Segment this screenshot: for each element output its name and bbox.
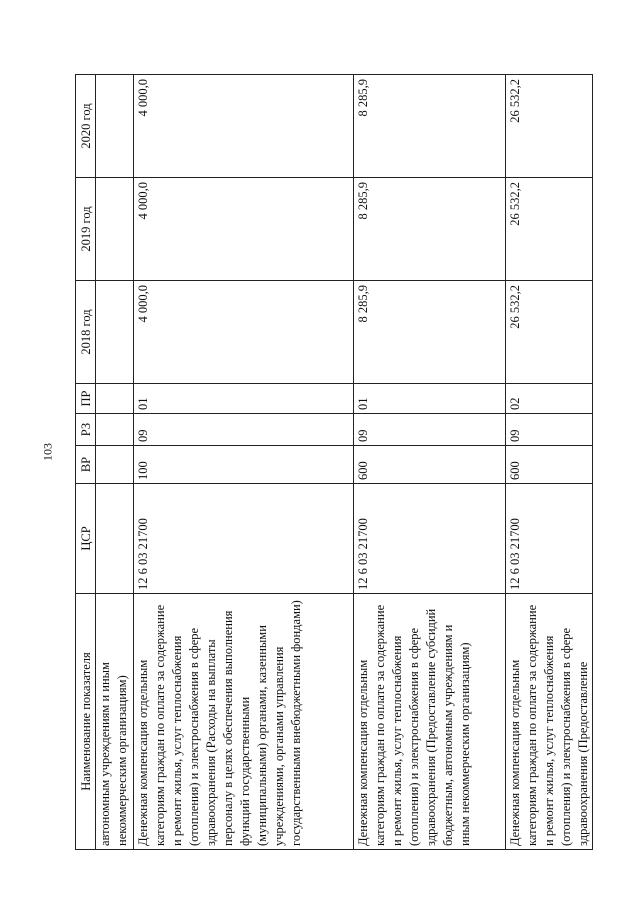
header-vr: ВР [76,446,96,484]
cell-rz: 09 [134,414,354,446]
table-row [134,75,354,850]
header-name: Наименование показателя [76,594,96,850]
cell-name: Денежная компенсация отдельным категориям граждан по оплате за содержание и ремонт жилья, услуг теплоснабжения (отопления) и электроснабжения в сфере здравоохранения (Предоставление субсидий бюджетным, автономным учреждениям и иным некоммерческим организациям) [354,594,506,850]
cell-pr: 02 [506,384,593,414]
table-row [354,75,506,850]
budget-table-container [75,75,590,850]
cell-rz [96,414,134,446]
cell-pr: 01 [354,384,506,414]
table-row [506,75,593,850]
header-row [76,75,96,850]
cell-vr: 600 [506,446,593,484]
cell-2020 [96,75,134,178]
cell-csr: 12 6 03 21700 [506,484,593,594]
cell-2018: 26 532,2 [506,281,593,384]
cell-2019: 26 532,2 [506,178,593,281]
cell-name: Денежная компенсация отдельным категориям граждан по оплате за содержание и ремонт жилья, услуг теплоснабжения (отопления) и электроснабжения в сфере здравоохранения (Расходы на выплаты персоналу в целях обеспечения выполнения функций государственными (муниципальными) органами, казенными учреждениями, органами управления государственными внебюджетными фондами) [134,594,354,850]
cell-2020: 4 000,0 [134,75,354,178]
cell-vr [96,446,134,484]
cell-2018: 4 000,0 [134,281,354,384]
cell-2020: 8 285,9 [354,75,506,178]
cell-name: автономным учреждениям и иным некоммерческим организациям) [96,594,134,850]
cell-2020: 26 532,2 [506,75,593,178]
cell-vr: 600 [354,446,506,484]
cell-csr: 12 6 03 21700 [354,484,506,594]
budget-table [75,74,593,850]
cell-pr [96,384,134,414]
header-2020: 2020 год [76,75,96,178]
cell-2019 [96,178,134,281]
cell-2019: 8 285,9 [354,178,506,281]
header-2018: 2018 год [76,281,96,384]
cell-csr: 12 6 03 21700 [134,484,354,594]
header-pr: ПР [76,384,96,414]
header-rz: РЗ [76,414,96,446]
cell-rz: 09 [354,414,506,446]
cell-rz: 09 [506,414,593,446]
cell-vr: 100 [134,446,354,484]
cell-csr [96,484,134,594]
table-row [96,75,134,850]
header-2019: 2019 год [76,178,96,281]
cell-name: Денежная компенсация отдельным категориям граждан по оплате за содержание и ремонт жилья, услуг теплоснабжения (отопления) и электроснабжения в сфере здравоохранения (Предоставление [506,594,593,850]
cell-pr: 01 [134,384,354,414]
cell-2018 [96,281,134,384]
header-csr: ЦСР [76,484,96,594]
cell-2018: 8 285,9 [354,281,506,384]
page-number: 103 [40,443,55,461]
cell-2019: 4 000,0 [134,178,354,281]
